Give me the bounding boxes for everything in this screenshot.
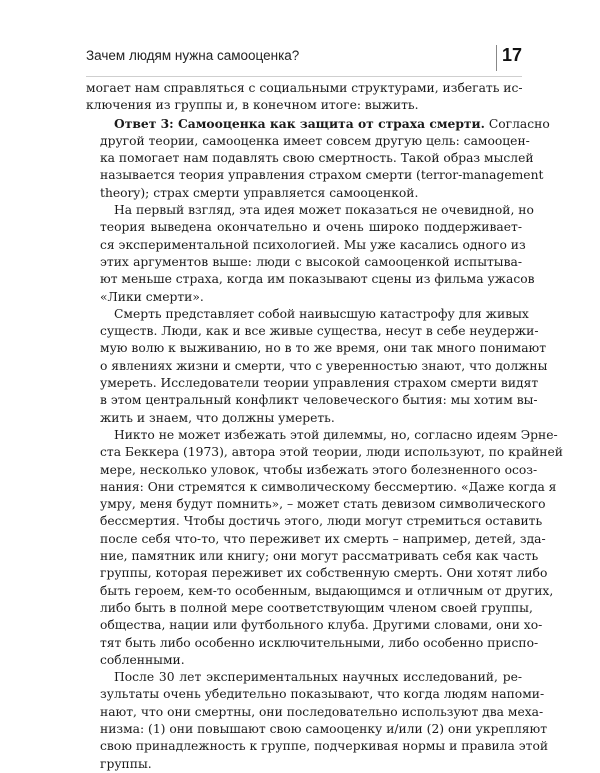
paragraph	[86, 80, 522, 115]
text-line: «Лики смерти».	[100, 289, 204, 304]
text-line: ка помогает нам подавлять свою смертность. Такой образ мыслей	[100, 151, 534, 166]
text-line: умереть. Исследователи теории управления страхом смерти видят	[100, 376, 539, 391]
text-line: После 30 лет экспериментальных научных исследований, ре-	[114, 670, 522, 685]
text-line: группы, которая переживет их собственную смерть. Они хотят либо	[100, 566, 548, 581]
text-line: теория выведена окончательно и очень широко поддерживает-	[100, 220, 522, 235]
text-line: зультаты очень убедительно показывают, что когда людям напоми-	[100, 687, 545, 702]
page-number: 17	[501, 45, 522, 65]
text-line: этих аргументов выше: люди с высокой самооценкой испытыва-	[100, 254, 522, 269]
text-line: тят быть либо особенно исключительными, либо особенно приспо-	[100, 635, 539, 650]
chapter-title: Зачем людям нужна самооценка?	[86, 48, 300, 63]
bold-heading: Ответ 3: Самооценка как защита от страха смерти.	[114, 115, 485, 131]
paragraph	[86, 115, 550, 202]
text-line: мую волю к выживанию, но в то же время, они так много понимают	[100, 341, 547, 356]
text-line: ста Беккера (1973), автора этой теории, люди используют, по крайней	[100, 445, 563, 460]
text-line: группы.	[100, 756, 152, 771]
text-line: собленными.	[100, 652, 185, 667]
text-line: нают, что они смертны, они последовательно используют два меха-	[100, 704, 544, 719]
text-line: Никто не может избежать этой дилеммы, но, согласно идеям Эрне-	[114, 427, 558, 442]
text-line: о явлениях жизни и смерти, что с уверенностью знают, что должны	[100, 358, 548, 373]
paragraph	[86, 669, 549, 773]
text-line: Смерть представляет собой наивысшую катастрофу для живых	[114, 306, 529, 321]
text-line: На первый взгляд, эта идея может показаться не очевидной, но	[114, 203, 534, 218]
text-line: theory); страх смерти управляется самооценкой.	[100, 185, 419, 200]
text-line: нания: Они стремятся к символическому бессмертию. «Даже когда я	[100, 479, 557, 494]
text-line: после себя что-то, что переживет их смерть – например, детей, зда-	[100, 531, 546, 546]
text-line: свою принадлежность к группе, подчеркивая нормы и правила этой	[100, 739, 549, 754]
paragraph	[86, 427, 563, 669]
text-line: в этом центральный конфликт человеческого бытия: мы хотим вы-	[100, 393, 538, 408]
paragraph	[86, 306, 548, 427]
text-fragment: Согласно	[484, 116, 550, 131]
text-line: ют меньше страха, когда им показывают сцены из фильма ужасов	[100, 272, 535, 287]
header-divider	[496, 45, 497, 71]
text-line: низма: (1) они повышают свою самооценку и/или (2) они укрепляют	[100, 721, 548, 736]
text-line: существ. Люди, как и все живые существа, несут в себе неудержи-	[100, 324, 539, 339]
header-rule	[86, 76, 522, 77]
body-text	[86, 80, 563, 773]
text-line: бессмертия. Чтобы достичь этого, люди могут стремиться оставить	[100, 514, 543, 529]
text-line: ся экспериментальной психологией. Мы уже касались одного из	[100, 237, 526, 252]
text-line: ние, памятник или книгу; они могут рассматривать себя как часть	[100, 549, 539, 564]
running-header	[86, 45, 522, 71]
text-line: жить и знаем, что должны умереть.	[100, 410, 335, 425]
text-line: либо быть в полной мере соответствующим членом своей группы,	[100, 600, 533, 615]
text-line: мере, несколько уловок, чтобы избежать этого болезненного осоз-	[100, 462, 538, 477]
text-line: умру, меня будут помнить», – может стать девизом символического	[100, 497, 546, 512]
text-line	[86, 115, 550, 133]
text-line: ключения из группы и, в конечном итоге: выжить.	[86, 98, 419, 113]
text-line: общества, нации или футбольного клуба. Другими словами, они хо-	[100, 618, 543, 633]
paragraph	[86, 202, 535, 306]
text-line: быть героем, кем-то особенным, выдающимся и отличным от других,	[100, 583, 554, 598]
text-line: могает нам справляться с социальными структурами, избегать ис-	[86, 81, 523, 95]
text-line: называется теория управления страхом смерти (terror-management	[100, 168, 544, 183]
text-line: другой теории, самооценка имеет совсем другую цель: самооцен-	[100, 133, 530, 148]
